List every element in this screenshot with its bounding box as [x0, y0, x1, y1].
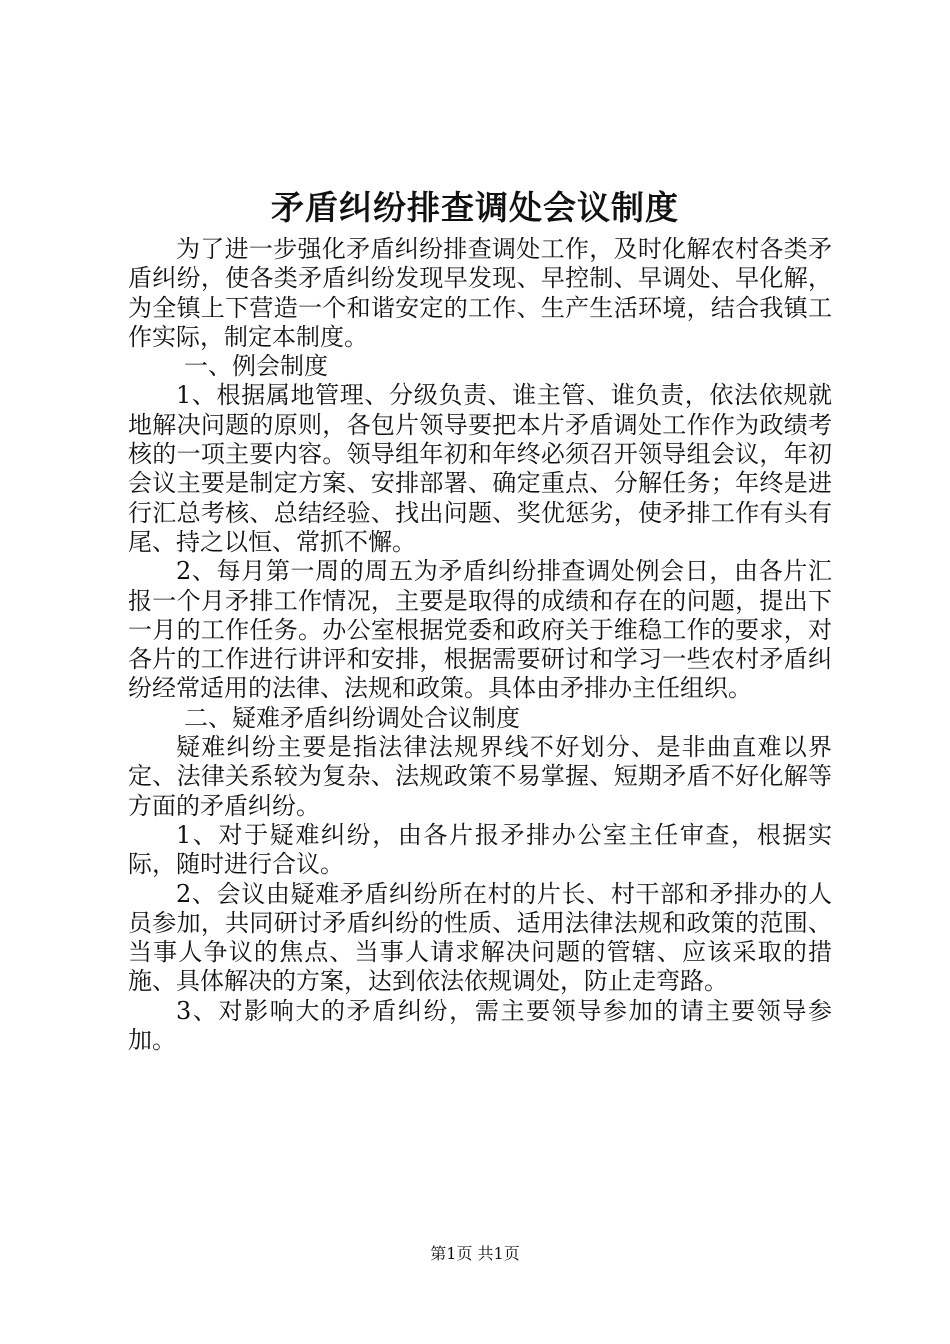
document-body	[128, 235, 832, 1055]
section-heading-difficult-disputes: 二、疑难矛盾纠纷调处合议制度	[184, 703, 520, 732]
paragraph-difficult-item-3: 3、对影响大的矛盾纠纷，需主要领导参加的请主要领导参加。	[128, 996, 832, 1055]
document-title: 矛盾纠纷排查调处会议制度	[271, 188, 679, 227]
paragraph-meeting-item-1: 1、根据属地管理、分级负责、谁主管、谁负责，依法依规就地解决问题的原则，各包片领导要把本片矛盾调处工作作为政绩考核的一项主要内容。领导组年初和年终必须召开领导组会议，年初会议主要是制定方案、安排部署、确定重点、分解任务；年终是进行汇总考核、总结经验、找出问题、奖优惩劣，使矛排工作有头有尾、持之以恒、常抓不懈。	[128, 381, 832, 556]
paragraph-difficult-item-2: 2、会议由疑难矛盾纠纷所在村的片长、村干部和矛排办的人员参加，共同研讨矛盾纠纷的性质、适用法律法规和政策的范围、当事人争议的焦点、当事人请求解决问题的管辖、应该采取的措施、具体解决的方案，达到依法依规调处，防止走弯路。	[128, 879, 832, 996]
paragraph-meeting-item-2: 2、每月第一周的周五为矛盾纠纷排查调处例会日，由各片汇报一个月矛排工作情况，主要是取得的成绩和存在的问题，提出下一月的工作任务。办公室根据党委和政府关于维稳工作的要求，对各片的工作进行讲评和安排，根据需要研讨和学习一些农村矛盾纠纷经常适用的法律、法规和政策。具体由矛排办主任组织。	[128, 557, 832, 703]
paragraph-difficult-item-1: 1、对于疑难纠纷，由各片报矛排办公室主任审查，根据实际，随时进行合议。	[128, 820, 832, 879]
section-heading-regular-meeting: 一、例会制度	[184, 352, 328, 381]
paragraph-difficult-definition: 疑难纠纷主要是指法律法规界线不好划分、是非曲直难以界定、法律关系较为复杂、法规政策不易掌握、短期矛盾不好化解等方面的矛盾纠纷。	[128, 733, 832, 820]
page-number-footer: 第1页 共1页	[430, 1244, 520, 1263]
paragraph-intro: 为了进一步强化矛盾纠纷排查调处工作，及时化解农村各类矛盾纠纷，使各类矛盾纠纷发现早发现、早控制、早调处、早化解，为全镇上下营造一个和谐安定的工作、生产生活环境，结合我镇工作实际，制定本制度。	[128, 235, 832, 351]
